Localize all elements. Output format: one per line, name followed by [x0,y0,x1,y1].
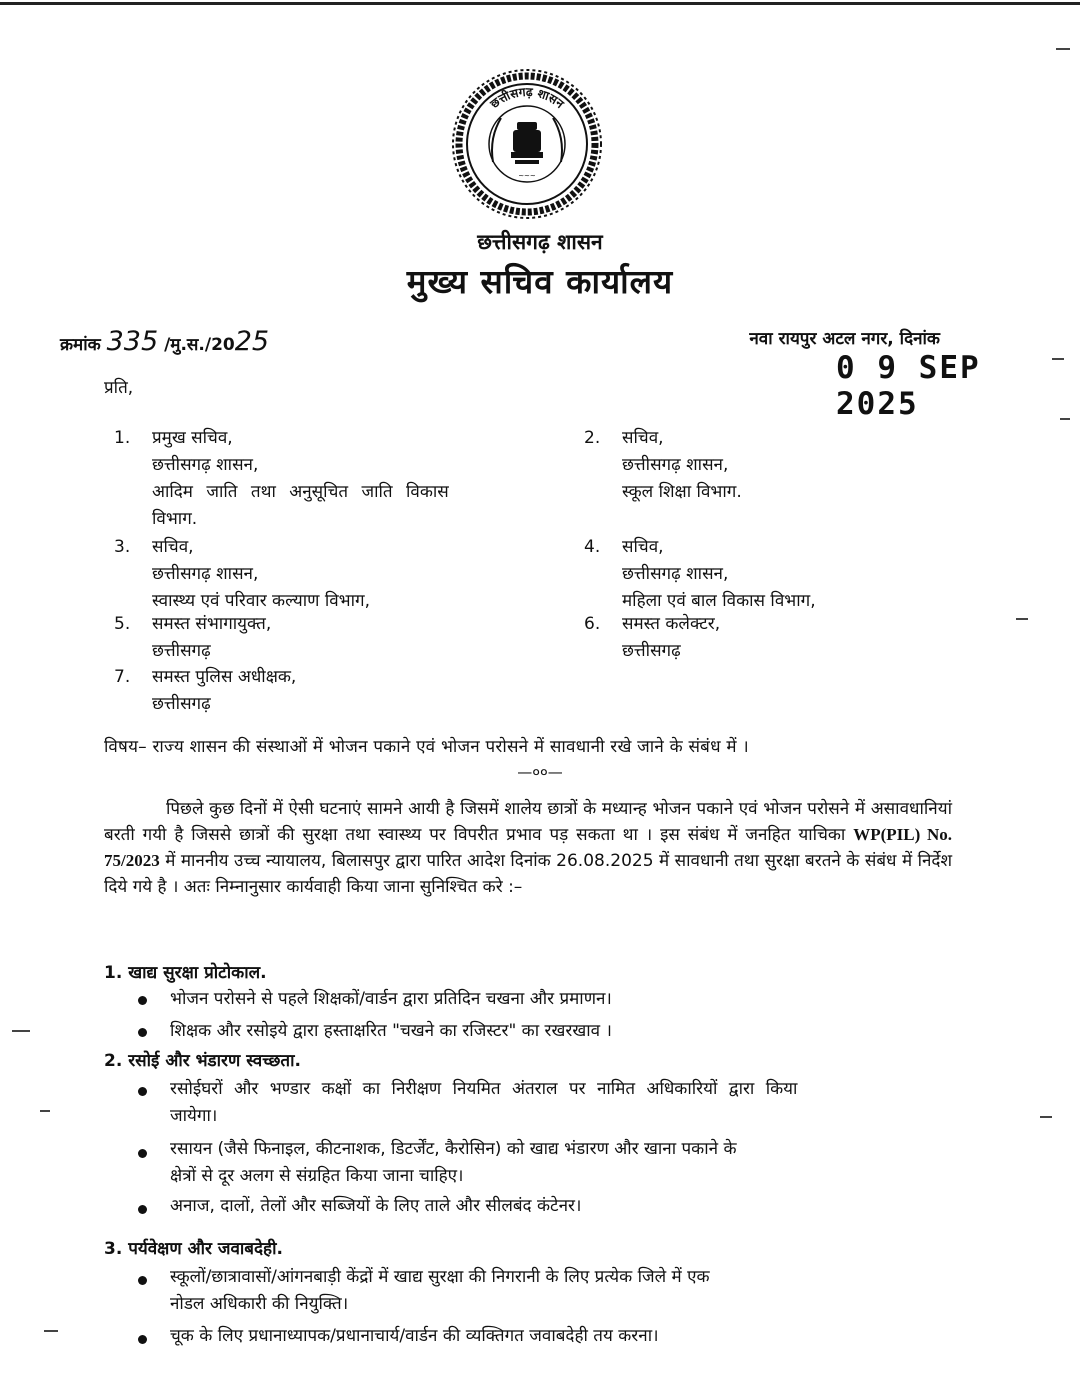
addressee-line: छत्तीसगढ़ शासन, [622,455,729,475]
paragraph-text: में माननीय उच्च न्यायालय, बिलासपुर द्वारा पारित आदेश दिनांक 26.08.2025 में सावधानी तथा सुरक्षा बरतने के संबंध में निर्देश दिये गये है । अतः निम्नानुसार कार्यवाही किया जाना सुनिश्चित करे :– [104,851,952,897]
addressee-line: सचिव, [622,428,664,448]
addressee-3 [114,534,532,615]
addressee-number: 6. [584,614,601,634]
reference-label: क्रमांक [60,335,101,355]
addressee-line: छत्तीसगढ़ शासन, [622,564,729,584]
section-2-bullet-2 [170,1136,960,1190]
addressee-number: 4. [584,537,601,557]
addressee-line: महिला एवं बाल विकास विभाग, [622,591,816,611]
subject-line: विषय– राज्य शासन की संस्थाओं में भोजन पकाने एवं भोजन परोसने में सावधानी रखे जाने के संबंध में । [104,737,749,757]
bullet-text: भोजन परोसने से पहले शिक्षकों/वार्डन द्वारा प्रतिदिन चखना और प्रमाणन। [170,989,612,1009]
addressee-number: 3. [114,537,131,557]
scan-mark [12,1030,30,1032]
addressee-line: आदिम जाति तथा अनुसूचित जाति विकास [152,482,449,502]
section-3-bullet-2 [170,1323,960,1350]
scan-mark [1056,48,1070,50]
addressee-line: छत्तीसगढ़ शासन, [152,455,259,475]
scan-mark [44,1330,58,1332]
addressee-line: प्रमुख सचिव, [152,428,233,448]
place-date-label: नवा रायपुर अटल नगर, दिनांक [749,329,940,349]
addressee-line: छत्तीसगढ़ [622,641,681,661]
addressee-line: स्कूल शिक्षा विभाग. [622,482,742,502]
addressee-line: विभाग. [152,509,198,529]
reference-number-handwritten: 335 [106,326,159,357]
reference-year-handwritten: 25 [234,326,270,357]
bullet-dot-icon [138,1205,147,1214]
bullet-dot-icon [138,1087,147,1096]
section-1-bullet-1 [170,986,960,1013]
section-2-bullet-1 [170,1076,960,1130]
bullet-text: स्कूलों/छात्रावासों/आंगनबाड़ी केंद्रों में खाद्य सुरक्षा की निगरानी के लिए प्रत्येक जिले में एक [170,1267,710,1287]
addressee-2 [584,425,1002,506]
bullet-text: रसोईघरों और भण्डार कक्षों का निरीक्षण नियमित अंतराल पर नामित अधिकारियों द्वारा किया [170,1079,798,1099]
section-1-bullet-2 [170,1018,960,1045]
reference-suffix: /मु.स./20 [164,335,235,355]
addressee-number: 2. [584,428,601,448]
addressee-number: 7. [114,667,131,687]
addressee-line: छत्तीसगढ़ [152,641,211,661]
section-2-bullet-3 [170,1193,960,1220]
scan-mark [1052,358,1064,360]
addressee-1 [114,425,532,533]
separator: —००— [517,763,563,781]
scan-mark [1060,418,1070,420]
section-2-title: 2. रसोई और भंडारण स्वच्छता. [104,1051,301,1071]
bullet-dot-icon [138,1335,147,1344]
top-border [0,2,1080,5]
bullet-text: जायेगा। [170,1106,218,1126]
addressee-line: छत्तीसगढ़ [152,694,211,714]
section-1-title: 1. खाद्य सुरक्षा प्रोटोकाल. [104,963,267,983]
reference-number [60,326,269,357]
addressee-4 [584,534,1022,615]
emblem-text: छत्तीसगढ़ शासन [487,84,567,112]
addressee-number: 1. [114,428,131,448]
section-3-bullet-1 [170,1264,960,1318]
to-label: प्रति, [104,378,134,398]
addressee-line: समस्त संभागायुक्त, [152,614,272,634]
paragraph-text: पिछले कुछ दिनों में ऐसी घटनाएं सामने आयी है जिसमें शालेय छात्रों के मध्यान्ह भोजन पकाने एवं भोजन परोसने में असावधानियां बरती गयी है जिससे छात्रों की सुरक्षा तथा स्वास्थ्य पर विपरीत प्रभाव पड़ सकता था । इस संबंध में जनहित याचिका [104,799,952,845]
addressee-line: सचिव, [152,537,194,557]
section-3-title: 3. पर्यवेक्षण और जवाबदेही. [104,1239,283,1259]
office-title: मुख्य सचिव कार्यालय [406,262,674,301]
scan-mark [40,1110,50,1112]
addressee-line: छत्तीसगढ़ शासन, [152,564,259,584]
scan-mark [1016,618,1028,620]
addressee-line: समस्त कलेक्टर, [622,614,721,634]
body-paragraph [104,796,952,900]
bullet-dot-icon [138,1149,147,1158]
addressee-6 [584,611,1002,665]
bullet-text: अनाज, दालों, तेलों और सब्जियों के लिए ताले और सीलबंद कंटेनर। [170,1196,582,1216]
addressee-7 [114,664,532,718]
date-stamp: 0 9 SEP 2025 [836,350,981,422]
scan-mark [1040,1116,1052,1118]
government-name: छत्तीसगढ़ शासन [477,230,603,254]
bullet-text: क्षेत्रों से दूर अलग से संग्रहित किया जाना चाहिए। [170,1166,464,1186]
chhattisgarh-emblem-icon [449,66,605,222]
addressee-line: स्वास्थ्य एवं परिवार कल्याण विभाग, [152,591,371,611]
bullet-text: चूक के लिए प्रधानाध्यापक/प्रधानाचार्य/वार्डन की व्यक्तिगत जवाबदेही तय करना। [170,1326,659,1346]
addressee-line: समस्त पुलिस अधीक्षक, [152,667,297,687]
addressee-number: 5. [114,614,131,634]
bullet-dot-icon [138,1028,147,1037]
svg-text:~~~: ~~~ [518,172,536,180]
bullet-text: रसायन (जैसे फिनाइल, कीटनाशक, डिटर्जेंट, कैरोसिन) को खाद्य भंडारण और खाना पकाने के [170,1139,737,1159]
svg-text:छत्तीसगढ़ शासन [487,85,568,112]
addressee-line: सचिव, [622,537,664,557]
addressee-5 [114,611,532,665]
case-number: WP(PIL) No. 75/2023 [104,825,952,870]
bullet-text: शिक्षक और रसोइये द्वारा हस्ताक्षरित "चखने का रजिस्टर" का रखरखाव । [170,1021,612,1041]
bullet-dot-icon [138,1276,147,1285]
bullet-text: नोडल अधिकारी की नियुक्ति। [170,1294,349,1314]
bullet-dot-icon [138,996,147,1005]
